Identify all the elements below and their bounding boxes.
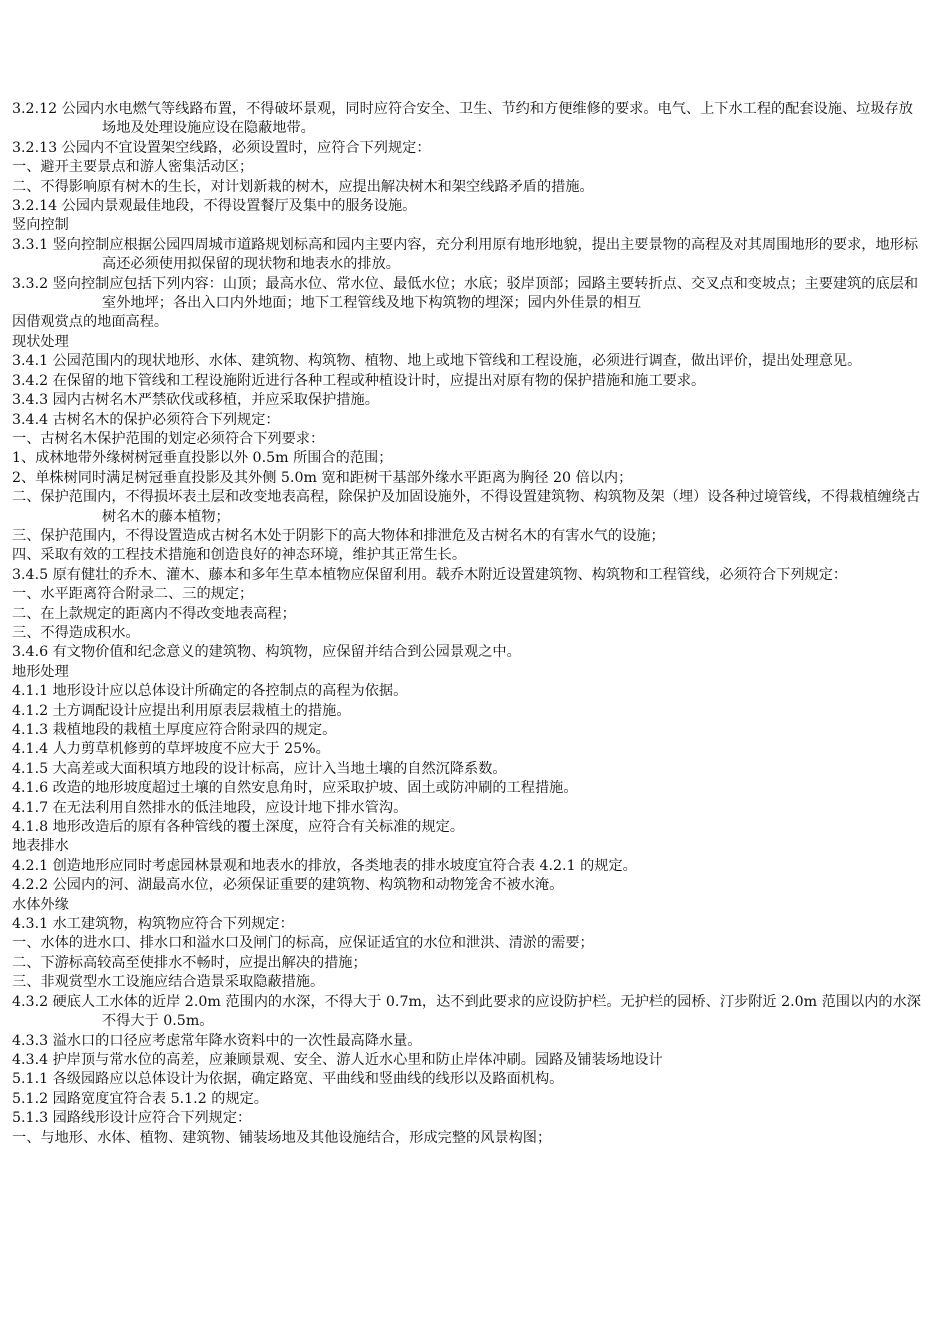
paragraph: 4.1.2 土方调配设计应提出利用原表层栽植土的措施。 [12,702,351,719]
paragraph: 4.3.3 溢水口的口径应考虑常年降水资料中的一次性最高降水量。 [12,1032,422,1049]
paragraph: 4.1.4 人力剪草机修剪的草坪坡度不应大于 25%。 [12,741,330,758]
paragraph: 地表排水 [12,838,69,855]
paragraph: 4.3.1 水工建筑物，构筑物应符合下列规定： [12,916,294,933]
paragraph: 三、非观赏型水工设施应结合造景采取隐蔽措施。 [12,974,325,991]
paragraph: 二、在上款规定的距离内不得改变地表高程； [12,605,296,622]
paragraph: 4.1.5 大高差或大面积填方地段的设计标高，应计入当地土壤的自然沉降系数。 [12,760,507,777]
paragraph: 4.1.3 栽植地段的栽植土厚度应符合附录四的规定。 [12,722,337,738]
paragraph: 3.2.12 公园内水电燃气等线路布置，不得破坏景观，同时应符合安全、卫生、节约和方便维修的要求。电气、上下水工程的配套设施、垃圾存放场地及处理设施应设在隐蔽地带。 [12,101,913,137]
paragraph: 三、不得造成积水。 [12,624,140,641]
paragraph: 4.1.8 地形改造后的原有各种管线的覆土深度，应符合有关标准的规定。 [12,819,465,836]
paragraph: 5.1.2 园路宽度宜符合表 5.1.2 的规定。 [12,1090,268,1107]
paragraph: 一、古树名木保护范围的划定必须符合下列要求： [12,430,325,447]
paragraph: 一、与地形、水体、植物、建筑物、铺装场地及其他设施结合，形成完整的风景构图； [12,1129,552,1146]
paragraph: 5.1.1 各级园路应以总体设计为依据，确定路宽、平曲线和竖曲线的线形以及路面机构。 [12,1071,564,1088]
paragraph: 4.2.2 公园内的河、湖最高水位，必须保证重要的建筑物、构筑物和动物笼舍不被水淹。 [12,877,564,894]
paragraph: 二、下游标高较高至使排水不畅时，应提出解决的措施； [12,954,367,971]
paragraph: 4.1.6 改造的地形坡度超过土壤的自然安息角时，应采取护坡、固土或防冲刷的工程措施。 [12,780,578,797]
paragraph: 3.4.2 在保留的地下管线和工程设施附近进行各种工程或种植设计时，应提出对原有物的保护措施和施工要求。 [12,372,706,389]
paragraph: 二、不得影响原有树木的生长，对计划新栽的树木，应提出解决树木和架空线路矛盾的措施。 [12,178,594,195]
paragraph: 4.3.2 硬底人工水体的近岸 2.0m 范围内的水深，不得大于 0.7m，达不到此要求的应设防护栏。无护栏的园桥、汀步附近 2.0m 范围以内的水深不得大于 0.5m。 [12,993,921,1030]
paragraph: 3.3.2 竖向控制应包括下列内容：山顶；最高水位、常水位、最低水位；水底；驳岸顶部；园路主要转折点、交叉点和变坡点；主要建筑的底层和室外地坪；各出入口内外地面；地下工程管线及地下构筑物的埋深；园内外佳景的相互 [12,275,919,312]
paragraph: 3.3.1 竖向控制应根据公园四周城市道路规划标高和园内主要内容，充分利用原有地形地貌，提出主要景物的高程及对其周围地形的要求，地形标高还必须使用拟保留的现状物和地表水的排放。 [12,236,919,273]
document-body [12,100,924,1148]
paragraph: 一、避开主要景点和游人密集活动区； [12,159,254,176]
paragraph: 竖向控制 [12,217,69,234]
paragraph: 3.4.3 园内古树名木严禁砍伐或移植，并应采取保护措施。 [12,392,379,409]
paragraph: 三、保护范围内，不得设置造成古树名木处于阴影下的高大物体和排泄危及古树名木的有害水气的设施； [12,527,665,544]
paragraph: 水体外缘 [12,896,69,913]
paragraph: 3.4.4 古树名木的保护必须符合下列规定： [12,411,280,428]
paragraph: 3.4.6 有文物价值和纪念意义的建筑物、构筑物，应保留并结合到公园景观之中。 [12,644,521,661]
paragraph: 一、水平距离符合附录二、三的规定； [12,586,254,603]
paragraph: 3.4.1 公园范围内的现状地形、水体、建筑物、构筑物、植物、地上或地下管线和工程设施，必须进行调查，做出评价，提出处理意见。 [12,353,862,370]
paragraph: 1、成林地带外缘树树冠垂直投影以外 0.5m 所围合的范围； [12,450,393,467]
paragraph: 3.2.13 公园内不宜设置架空线路，必须设置时，应符合下列规定： [12,139,431,156]
paragraph: 现状处理 [12,333,69,350]
paragraph: 4.1.1 地形设计应以总体设计所确定的各控制点的高程为依据。 [12,683,408,700]
paragraph: 一、水体的进水口、排水口和溢水口及闸门的标高，应保证适宜的水位和泄洪、清淤的需要； [12,935,594,952]
paragraph: 二、保护范围内，不得损坏表土层和改变地表高程，除保护及加固设施外，不得设置建筑物、构筑物及架（埋）设各种过境管线，不得栽植缠绕古树名木的藤本植物； [12,489,921,525]
paragraph: 4.1.7 在无法利用自然排水的低洼地段，应设计地下排水管沟。 [12,799,408,816]
paragraph: 4.3.4 护岸顶与常水位的高差，应兼顾景观、安全、游人近水心里和防止岸体冲刷。园路及铺装场地设计 [12,1051,663,1068]
paragraph: 3.4.5 原有健壮的乔木、灌木、藤本和多年生草本植物应保留利用。载乔木附近设置建筑物、构筑物和工程管线，必须符合下列规定： [12,566,848,583]
paragraph: 因借观赏点的地面高程。 [12,314,169,331]
paragraph: 地形处理 [12,663,69,680]
paragraph: 3.2.14 公园内景观最佳地段，不得设置餐厅及集中的服务设施。 [12,198,417,215]
paragraph: 5.1.3 园路线形设计应符合下列规定： [12,1110,252,1127]
paragraph: 4.2.1 创造地形应同时考虑园林景观和地表水的排放，各类地表的排水坡度宜符合表 4.2.1 的规定。 [12,857,637,874]
paragraph: 四、采取有效的工程技术措施和创造良好的神态环境，维护其正常生长。 [12,547,467,564]
paragraph: 2、单株树同时满足树冠垂直投影及其外侧 5.0m 宽和距树干基部外缘水平距离为胸径 20 倍以内； [12,469,633,486]
